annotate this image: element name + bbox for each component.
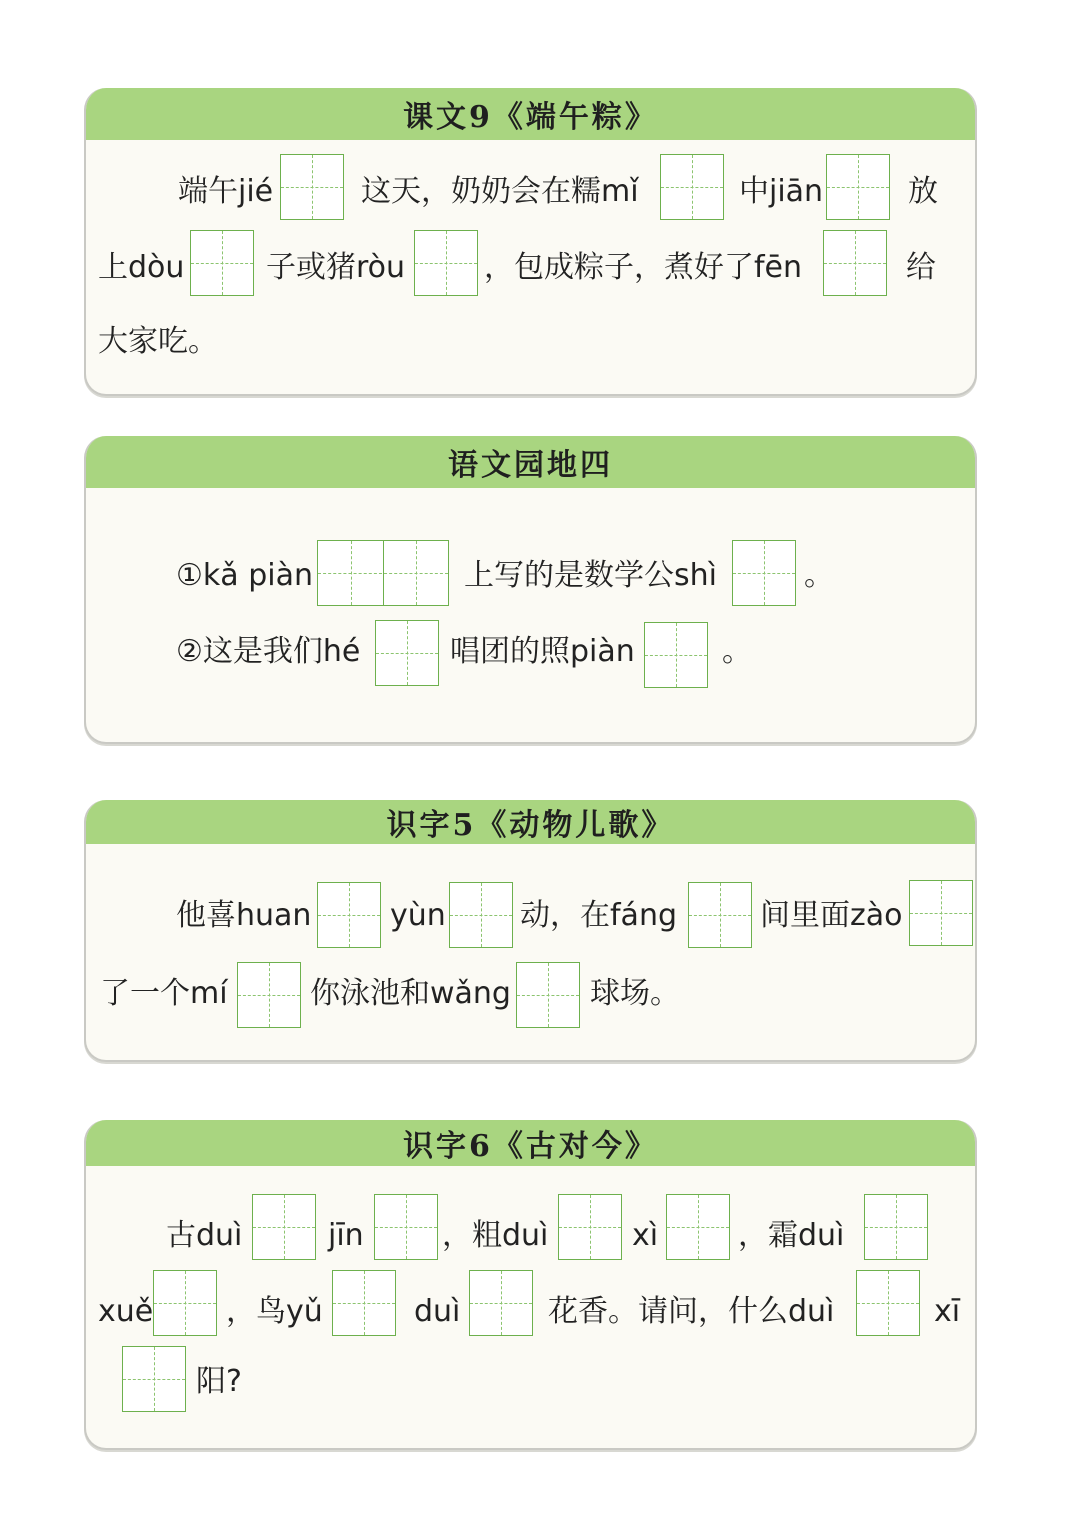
text-segment: 子或猪ròu [266, 250, 406, 285]
text-segment: duì [414, 1294, 461, 1329]
answer-box[interactable] [280, 154, 344, 220]
text-segment: 唱团的照piàn [450, 634, 635, 669]
answer-box[interactable] [516, 962, 580, 1028]
card-title: 课文9《端午粽》 [86, 88, 975, 140]
answer-box[interactable] [688, 882, 752, 948]
text-segment: 了一个mí [100, 976, 228, 1011]
answer-box[interactable] [237, 962, 301, 1028]
answer-box[interactable] [644, 622, 708, 688]
answer-box[interactable] [469, 1270, 533, 1336]
text-segment: 球场。 [590, 976, 680, 1011]
text-segment: 大家吃。 [98, 324, 218, 359]
text-segment: ，包成粽子，煮好了fēn [484, 250, 803, 285]
answer-box[interactable] [558, 1194, 622, 1260]
text-segment: 花香。请问，什么duì [548, 1294, 835, 1329]
text-segment: 你泳池和wǎng [310, 976, 511, 1011]
text-segment: ，粗duì [442, 1218, 549, 1253]
answer-box[interactable] [856, 1270, 920, 1336]
text-segment: xuě [98, 1294, 154, 1329]
card-title: 识字6《古对今》 [86, 1120, 975, 1166]
answer-box[interactable] [414, 230, 478, 296]
exercise-card-1 [84, 88, 977, 396]
text-segment: ①kǎ piàn [176, 558, 313, 593]
exercise-card-4 [84, 1120, 977, 1450]
answer-box[interactable] [375, 620, 439, 686]
text-segment: 上dòu [98, 250, 185, 285]
answer-box[interactable] [374, 1194, 438, 1260]
card-title: 语文园地四 [86, 436, 975, 488]
text-segment: yùn [390, 898, 446, 933]
text-segment: 端午jié [178, 174, 274, 209]
text-segment: xī [934, 1294, 961, 1329]
answer-box[interactable] [190, 230, 254, 296]
text-segment: 间里面zào [760, 898, 903, 933]
text-segment: 中jiān [739, 174, 824, 209]
answer-box[interactable] [823, 230, 887, 296]
answer-box[interactable] [909, 880, 973, 946]
text-segment: ，霜duì [738, 1218, 845, 1253]
answer-box[interactable] [252, 1194, 316, 1260]
text-segment: 放 [908, 174, 938, 209]
text-segment: jīn [328, 1218, 364, 1253]
text-segment: 阳? [196, 1364, 242, 1399]
text-segment: 这天，奶奶会在糯mǐ [361, 174, 639, 209]
answer-box-double[interactable] [317, 540, 449, 606]
text-segment: 。 [722, 634, 752, 669]
answer-box[interactable] [826, 154, 890, 220]
text-segment: 上写的是数学公shì [464, 558, 717, 593]
text-segment: 他喜huan [176, 898, 312, 933]
text-segment: ②这是我们hé [176, 634, 361, 669]
answer-box[interactable] [449, 882, 513, 948]
answer-box[interactable] [660, 154, 724, 220]
text-segment: 给 [906, 250, 936, 285]
text-segment: ，鸟yǔ [226, 1294, 323, 1329]
answer-box[interactable] [666, 1194, 730, 1260]
answer-box[interactable] [332, 1270, 396, 1336]
exercise-card-2 [84, 436, 977, 744]
answer-box[interactable] [122, 1346, 186, 1412]
text-segment: 古duì [166, 1218, 243, 1253]
card-title: 识字5《动物儿歌》 [86, 800, 975, 844]
exercise-card-3 [84, 800, 977, 1062]
text-segment: 动，在fáng [520, 898, 678, 933]
answer-box[interactable] [317, 882, 381, 948]
answer-box[interactable] [732, 540, 796, 606]
answer-box[interactable] [864, 1194, 928, 1260]
text-segment: xì [632, 1218, 659, 1253]
text-segment: 。 [804, 558, 834, 593]
answer-box[interactable] [153, 1270, 217, 1336]
